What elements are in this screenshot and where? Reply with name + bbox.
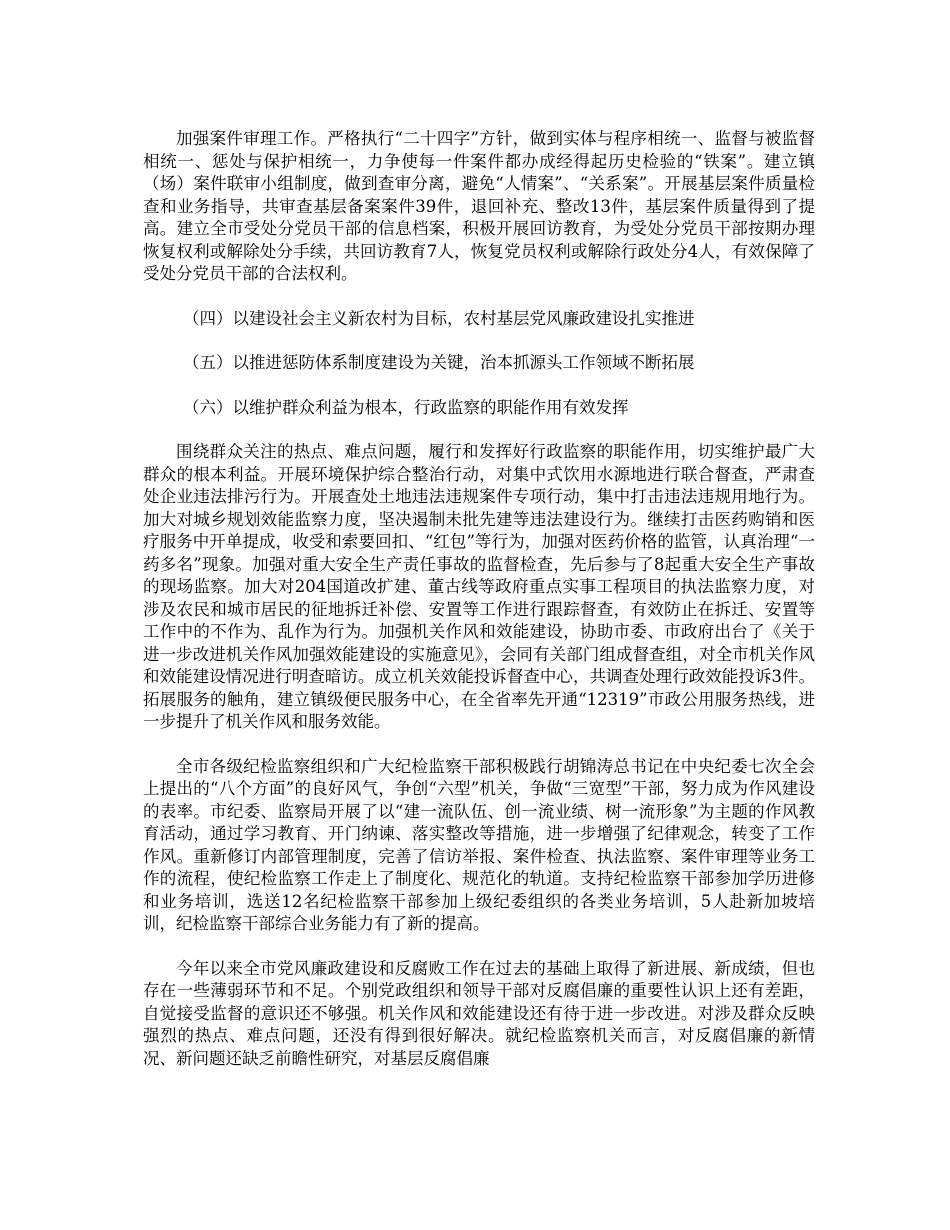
- paragraph-spacer: [143, 936, 815, 958]
- paragraph-spacer: [143, 734, 815, 756]
- paragraph-work-style: 全市各级纪检监察组织和广大纪检监察干部积极践行胡锦涛总书记在中央纪委七次全会上提出的“八个方面”的良好风气，争创“六型”机关，争做“三宽型”干部，努力成为作风建设的表率。市纪委、监察局开展了以“建一流队伍、创一流业绩、树一流形象”为主题的作风教育活动，通过学习教育、开门纳谏、落实整改等措施，进一步增强了纪律观念，转变了工作作风。重新修订内部管理制度，完善了信访举报、案件检查、执法监察、案件审理等业务工作的流程，使纪检监察工作走上了制度化、规范化的轨道。支持纪检监察干部参加学历进修和业务培训，选送12名纪检监察干部参加上级纪委组织的各类业务培训，5人赴新加坡培训，纪检监察干部综合业务能力有了新的提高。: [143, 756, 815, 933]
- paragraph-shortcomings: 今年以来全市党风廉政建设和反腐败工作在过去的基础上取得了新进展、新成绩，但也存在一些薄弱环节和不足。个别党政组织和领导干部对反腐倡廉的重要性认识上还有差距，自觉接受监督的意识还不够强。机关作风和效能建设还有待于进一步改进。对涉及群众反映强烈的热点、难点问题，还没有得到很好解决。就纪检监察机关而言，对反腐倡廉的新情况、新问题还缺乏前瞻性研究，对基层反腐倡廉: [143, 958, 815, 1068]
- paragraph-case-review: 加强案件审理工作。严格执行“二十四字”方针，做到实体与程序相统一、监督与被监督相统一、惩处与保护相统一，力争使每一件案件都办成经得起历史检验的“铁案”。建立镇（场）案件联审小组制度，做到查审分离，避免“人情案”、“关系案”。开展基层案件质量检查和业务指导，共审查基层备案案件39件，退回补充、整改13件，基层案件质量得到了提高。建立全市受处分党员干部的信息档案，积极开展回访教育，为受处分党员干部按期办理恢复权利或解除处分手续，共回访教育7人，恢复党员权利或解除行政处分4人，有效保障了受处分党员干部的合法权利。: [143, 129, 815, 283]
- paragraph-spacer: [143, 419, 815, 441]
- document-page: [143, 128, 815, 1070]
- paragraph-spacer: [143, 286, 815, 308]
- paragraph-spacer: [143, 330, 815, 352]
- section-heading-4: （四）以建设社会主义新农村为目标，农村基层党风廉政建设扎实推进: [183, 308, 695, 328]
- paragraph-spacer: [143, 375, 815, 397]
- section-heading-6: （六）以维护群众利益为根本，行政监察的职能作用有效发挥: [183, 397, 629, 417]
- section-heading-5: （五）以推进惩防体系制度建设为关键，治本抓源头工作领域不断拓展: [183, 353, 695, 372]
- paragraph-administrative-supervision: 围绕群众关注的热点、难点问题，履行和发挥好行政监察的职能作用，切实维护最广大群众的根本利益。开展环境保护综合整治行动，对集中式饮用水源地进行联合督查，严肃查处企业违法排污行为。开展查处土地违法违规案件专项行动，集中打击违法违规用地行为。加大对城乡规划效能监察力度，坚决遏制未批先建等违法建设行为。继续打击医药购销和医疗服务中开单提成，收受和索要回扣、“红包”等行为，加强对医药价格的监管，认真治理“一药多名”现象。加强对重大安全生产责任事故的监督检查，先后参与了8起重大安全生产事故的现场监察。加大对204国道改扩建、董古线等政府重点实事工程项目的执法监察力度，对涉及农民和城市居民的征地拆迁补偿、安置等工作进行跟踪督查，有效防止在拆迁、安置等工作中的不作为、乱作为行为。加强机关作风和效能建设，协助市委、市政府出台了《关于进一步改进机关作风加强效能建设的实施意见》，会同有关部门组成督查组，对全市机关作风和效能建设情况进行明查暗访。成立机关效能投诉督查中心，共调查处理行政效能投诉3件。拓展服务的触角，建立镇级便民服务中心，在全省率先开通“12319”市政公用服务热线，进一步提升了机关作风和服务效能。: [143, 442, 815, 731]
